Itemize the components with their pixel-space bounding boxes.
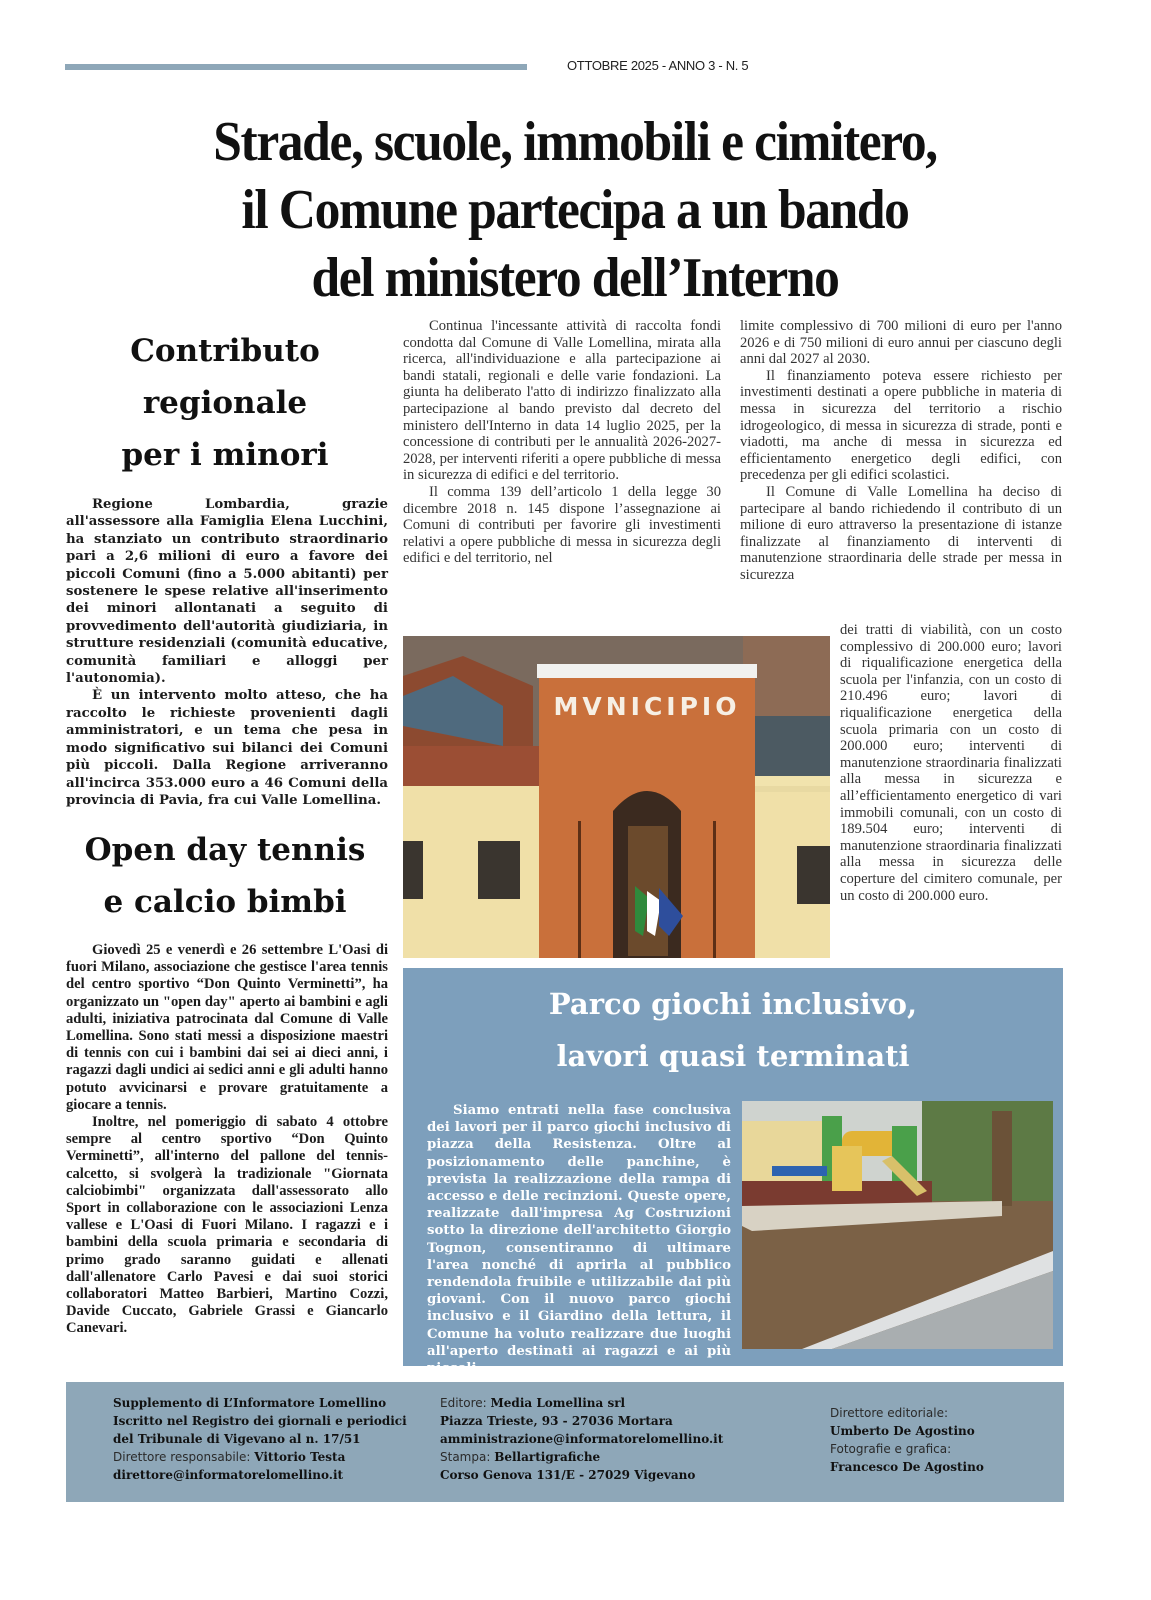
- publisher-line: [440, 1394, 723, 1412]
- subhead-line: Open day tennis: [84, 832, 366, 868]
- director-label: Direttore responsabile:: [113, 1450, 251, 1464]
- paragraph: Continua l'incessante attività di raccolta fondi condotta dal Comune di Valle Lomellina, mirata alla ricerca, all'individuazione e alla partecipazione ai bandi statali, regionali e delle varie fondazioni. La giunta ha deliberato l'atto di indirizzo finalizzato alla partecipazione al bando previsto dal decreto del ministero dell'Interno in data 14 luglio 2025, per la concessione di contributi per le annualità 2026-2027-2028, per interventi riferiti a opere pubbliche di messa in sicurezza di edifici e del territorio.: [403, 318, 721, 484]
- editorial-name: Umberto De Agostino: [830, 1424, 975, 1438]
- colophon-col-2: [440, 1394, 723, 1484]
- director-name: Vittorio Testa: [254, 1450, 346, 1464]
- main-article-col2: [403, 318, 721, 567]
- colophon: [66, 1382, 1064, 1502]
- paragraph: Regione Lombardia, grazie all'assessore alla Famiglia Elena Lucchini, ha stanziato un contributo straordinario pari a 2,6 milioni di euro a favore dei piccoli Comuni (fino a 5.000 abitanti) per sostenere le spese relative all'inserimento dei minori allontanati a seguito di provvedimento dell'autorità giudiziaria, in strutture residenziali (comunità educative, comunità familiari e alloggi per l'autonomia).: [66, 497, 388, 687]
- publisher-address: Piazza Trieste, 93 - 27036 Mortara: [440, 1414, 673, 1428]
- article-contributo-body: [66, 496, 388, 809]
- paragraph: Siamo entrati nella fase conclusiva dei lavori per il parco giochi inclusivo di piazza della Resistenza. Oltre al posizionamento delle panchine, è prevista la realizzazione della rampa di accesso e delle recinzioni. Queste opere, realizzate dall'impresa Ag Costruzioni sotto la direzione dell'architetto Giorgio Tognon, consentiranno di ultimare l'area nonché di aprirla al pubblico rendendola fruibile e utilizzabile dai più giovani. Con il nuovo parco giochi inclusivo e il Giardino della lettura, il Comune ha voluto realizzare due luoghi all'aperto destinati ai ragazzi e ai più piccoli.: [427, 1103, 731, 1377]
- paragraph: Giovedì 25 e venerdì e 26 settembre L'Oasi di fuori Milano, associazione che gestisce l'area tennis del centro sportivo “Don Quinto Verminetti”, ha organizzato un "open day" aperto ai bambini e agli adulti, iniziativa patrocinata dal Comune di Valle Lomellina. Sono stati messi a disposizione maestri di tennis con cui i bambini dai sei ai dieci anni, i ragazzi dagli undici ai sedici anni e gli adulti hanno potuto avvicinarsi e provare gratuitamente a giocare a tennis.: [66, 942, 388, 1113]
- print-line: [440, 1448, 723, 1466]
- colophon-col-3: [830, 1404, 984, 1476]
- colophon-col-1: [113, 1394, 407, 1484]
- municipio-sign: MVNICIPIO: [553, 692, 741, 721]
- publisher-email[interactable]: amministrazione@informatorelomellino.it: [440, 1432, 724, 1446]
- paragraph: limite complessivo di 700 milioni di euro per l'anno 2026 e di 750 milioni di euro annui per ciascuno degli anni dal 2027 al 2030.: [740, 318, 1062, 368]
- publisher-label: Editore:: [440, 1396, 487, 1410]
- municipio-photo: [403, 636, 830, 958]
- paragraph: Il finanziamento poteva essere richiesto per investimenti destinati a opere pubbliche in materia di messa in sicurezza del territorio a rischio idrogeologico, di messa in sicurezza di strade, ponti e viadotti, ma anche di messa in sicurezza ed efficientamento energetico degli edifici, con precedenza per gli edifici scolastici.: [740, 367, 1062, 484]
- photo-name: Francesco De Agostino: [830, 1460, 984, 1474]
- playground-photo: [742, 1101, 1053, 1349]
- director-email[interactable]: direttore@informatorelomellino.it: [113, 1468, 344, 1482]
- subhead-open-day: [65, 824, 385, 928]
- headline-line: il Comune partecipa a un bando: [241, 179, 909, 241]
- supplement-line: Supplemento di L’Informatore Lomellino: [113, 1396, 387, 1410]
- headline-line: del ministero dell’Interno: [311, 247, 839, 309]
- registry-line: Iscritto nel Registro dei giornali e periodici: [113, 1414, 407, 1428]
- headline-line: Strade, scuole, immobili e cimitero,: [213, 111, 937, 173]
- article-open-day-body: [66, 942, 388, 1338]
- box-title-line: lavori quasi terminati: [556, 1039, 910, 1073]
- subhead-contributo: [65, 325, 385, 481]
- issue-label: OTTOBRE 2025 - ANNO 3 - N. 5: [567, 58, 749, 73]
- main-article-col3-continued: [840, 622, 1062, 904]
- director-line: [113, 1448, 407, 1466]
- main-headline: [101, 108, 1049, 312]
- parco-giochi-title: [403, 978, 1063, 1082]
- photo-label: Fotografie e grafica:: [830, 1442, 952, 1456]
- parco-giochi-body: [427, 1102, 731, 1377]
- main-article-col3: [740, 318, 1062, 584]
- paragraph: dei tratti di viabilità, con un costo complessivo di 200.000 euro; lavori di riqualificazione energetica della scuola per l'infanzia, con un costo di 210.496 euro; lavori di riqualificazione energetica della scuola primaria con un costo di 200.000 euro; interventi di manutenzione straordinaria finalizzati alla messa in sicurezza e all’efficientamento energetico di vari immobili comunali, con un costo di 189.504 euro; interventi di manutenzione straordinaria finalizzati alla messa in sicurezza delle coperture del cimitero comunale, per un costo di 200.000 euro.: [840, 622, 1062, 904]
- paragraph: Inoltre, nel pomeriggio di sabato 4 ottobre sempre al centro sportivo “Don Quinto Verminetti”, all'interno del pallone del tennis-calcetto, si svolgerà la tradizionale "Giornata calciobimbi" organizzata dall'assessorato allo Sport in collaborazione con le associazioni Lenza vallese e L'Oasi di Fuori Milano. I ragazzi e i bambini della scuola primaria e secondaria di primo grado saranno guidati e allenati dall'allenatore Carlo Pavesi e dai suoi storici collaboratori Matteo Barbieri, Martino Cozzi, Davide Cuccato, Gabriele Grassi e Giancarlo Canevari.: [66, 1114, 388, 1337]
- subhead-line: Contributo: [130, 333, 320, 369]
- print-name: Bellartigrafiche: [494, 1450, 601, 1464]
- print-address: Corso Genova 131/E - 27029 Vigevano: [440, 1468, 696, 1482]
- paragraph: Il comma 139 dell’articolo 1 della legge 30 dicembre 2018 n. 145 dispone l’assegnazione ai Comuni di contributi per favorire gli investimenti relativi a opere pubbliche di messa in sicurezza degli edifici e del territorio, nel: [403, 483, 721, 567]
- municipio-illustration: [403, 636, 830, 958]
- subhead-line: e calcio bimbi: [103, 884, 347, 920]
- editorial-label: Direttore editoriale:: [830, 1406, 949, 1420]
- paragraph: Il Comune di Valle Lomellina ha deciso di partecipare al bando richiedendo il contributo di un milione di euro attraverso la presentazione di istanze finalizzate al finanziamento di interventi di manutenzione straordinaria delle strade per messa in sicurezza: [740, 483, 1062, 583]
- playground-illustration: [742, 1101, 1053, 1349]
- print-label: Stampa:: [440, 1450, 491, 1464]
- subhead-line: regionale: [142, 385, 308, 421]
- box-title-line: Parco giochi inclusivo,: [548, 987, 918, 1021]
- tribunal-line: del Tribunale di Vigevano al n. 17/51: [113, 1432, 361, 1446]
- parco-giochi-box: [403, 968, 1063, 1377]
- publisher-name: Media Lomellina srl: [490, 1396, 626, 1410]
- paragraph: È un intervento molto atteso, che ha raccolto le richieste provenienti dagli amministratori, e un tema che pesa in modo significativo sui bilanci dei Comuni più piccoli. Dalla Regione arriveranno all'incirca 353.000 euro a 46 Comuni della provincia di Pavia, fra cui Valle Lomellina.: [66, 688, 388, 808]
- subhead-line: per i minori: [121, 437, 329, 473]
- masthead-rule: [65, 64, 527, 70]
